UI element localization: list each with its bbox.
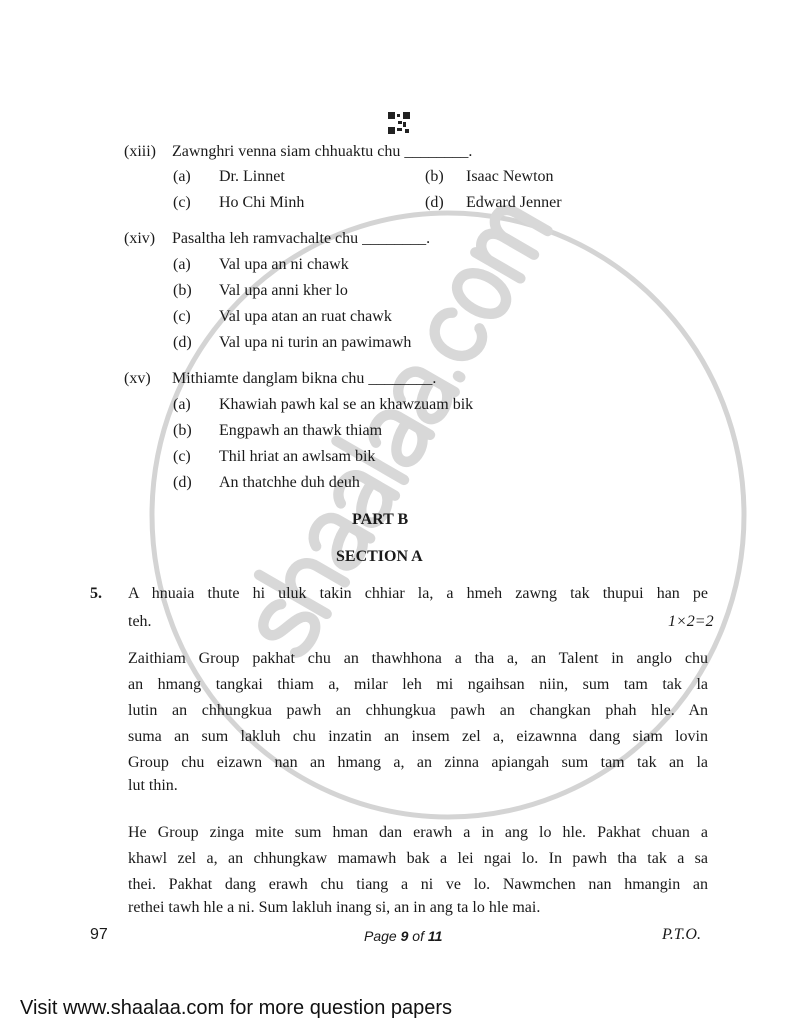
option-text: Thil hriat an awlsam bik: [219, 448, 376, 465]
question-text: Zawnghri venna siam chhuaktu chu ________.: [172, 143, 473, 160]
option-text: An thatchhe duh deuh: [219, 474, 360, 491]
option-letter: (b): [425, 168, 444, 185]
option-letter: (c): [173, 448, 191, 465]
option-letter: (d): [425, 194, 444, 211]
passage-line: Group chu eizawn nan an hmang a, an zinna apiangah sum tam tak an la: [128, 754, 708, 771]
passage-line: lut thin.: [128, 777, 178, 794]
option-letter: (d): [173, 474, 192, 491]
question-text: A hnuaia thute hi uluk takin chhiar la, a hmeh zawng tak thupui han pe: [128, 585, 708, 602]
section-heading: SECTION A: [336, 548, 423, 565]
option-text: Val upa atan an ruat chawk: [219, 308, 392, 325]
paper-code: 97: [90, 926, 108, 943]
qr-code-icon: [388, 112, 410, 134]
option-letter: (b): [173, 422, 192, 439]
option-text: Val upa an ni chawk: [219, 256, 349, 273]
passage-line: rethei tawh hle a ni. Sum lakluh inang si, an in ang ta lo hle mai.: [128, 899, 541, 916]
question-number: (xiii): [124, 143, 156, 160]
passage-line: He Group zinga mite sum hman dan erawh a in ang lo hle. Pakhat chuan a: [128, 824, 708, 841]
passage-line: suma an sum lakluh chu inzatin an insem zel a, eizawnna dang siam lovin: [128, 728, 708, 745]
banner-link[interactable]: Visit www.shaalaa.com for more question papers: [20, 997, 453, 1019]
option-letter: (c): [173, 308, 191, 325]
passage-line: lutin an chhungkua pawh an chhungkua pawh an changkan phah hle. An: [128, 702, 708, 719]
option-text: Engpawh an thawk thiam: [219, 422, 383, 439]
option-text: Edward Jenner: [466, 194, 562, 211]
passage-line: Zaithiam Group pakhat chu an thawhhona a tha a, an Talent in anglo chu: [128, 650, 708, 667]
marks: 1×2=2: [668, 613, 714, 630]
part-heading: PART B: [352, 511, 409, 528]
question-number: 5.: [90, 585, 102, 602]
option-letter: (d): [173, 334, 192, 351]
option-text: Isaac Newton: [466, 168, 554, 185]
option-text: Dr. Linnet: [219, 168, 285, 185]
passage-line: thei. Pakhat dang erawh chu tiang a ni ve lo. Nawmchen nan hmangin an: [128, 876, 708, 893]
question-number: (xv): [124, 370, 151, 387]
pto-label: P.T.O.: [662, 926, 701, 943]
question-text-cont: teh.: [128, 613, 152, 630]
question-text: Mithiamte danglam bikna chu ________.: [172, 370, 437, 387]
watermark-glyph: [458, 376, 460, 377]
page-number: Page 9 of 11: [364, 928, 443, 944]
option-letter: (a): [173, 396, 191, 413]
passage-line: an hmang tangkai thiam a, milar leh mi ngaihsan niin, sum tam tak la: [128, 676, 708, 693]
option-text: Val upa ni turin an pawimawh: [219, 334, 412, 351]
option-letter: (b): [173, 282, 192, 299]
option-letter: (a): [173, 256, 191, 273]
question-text: Pasaltha leh ramvachalte chu ________.: [172, 230, 431, 247]
option-letter: (a): [173, 168, 191, 185]
option-text: Val upa anni kher lo: [219, 282, 348, 299]
question-number: (xiv): [124, 230, 156, 247]
option-letter: (c): [173, 194, 191, 211]
option-text: Ho Chi Minh: [219, 194, 305, 211]
passage-line: khawl zel a, an chhungkaw mamawh bak a lei ngai lo. In pawh tha tak a sa: [128, 850, 708, 867]
option-text: Khawiah pawh kal se an khawzuam bik: [219, 396, 474, 413]
